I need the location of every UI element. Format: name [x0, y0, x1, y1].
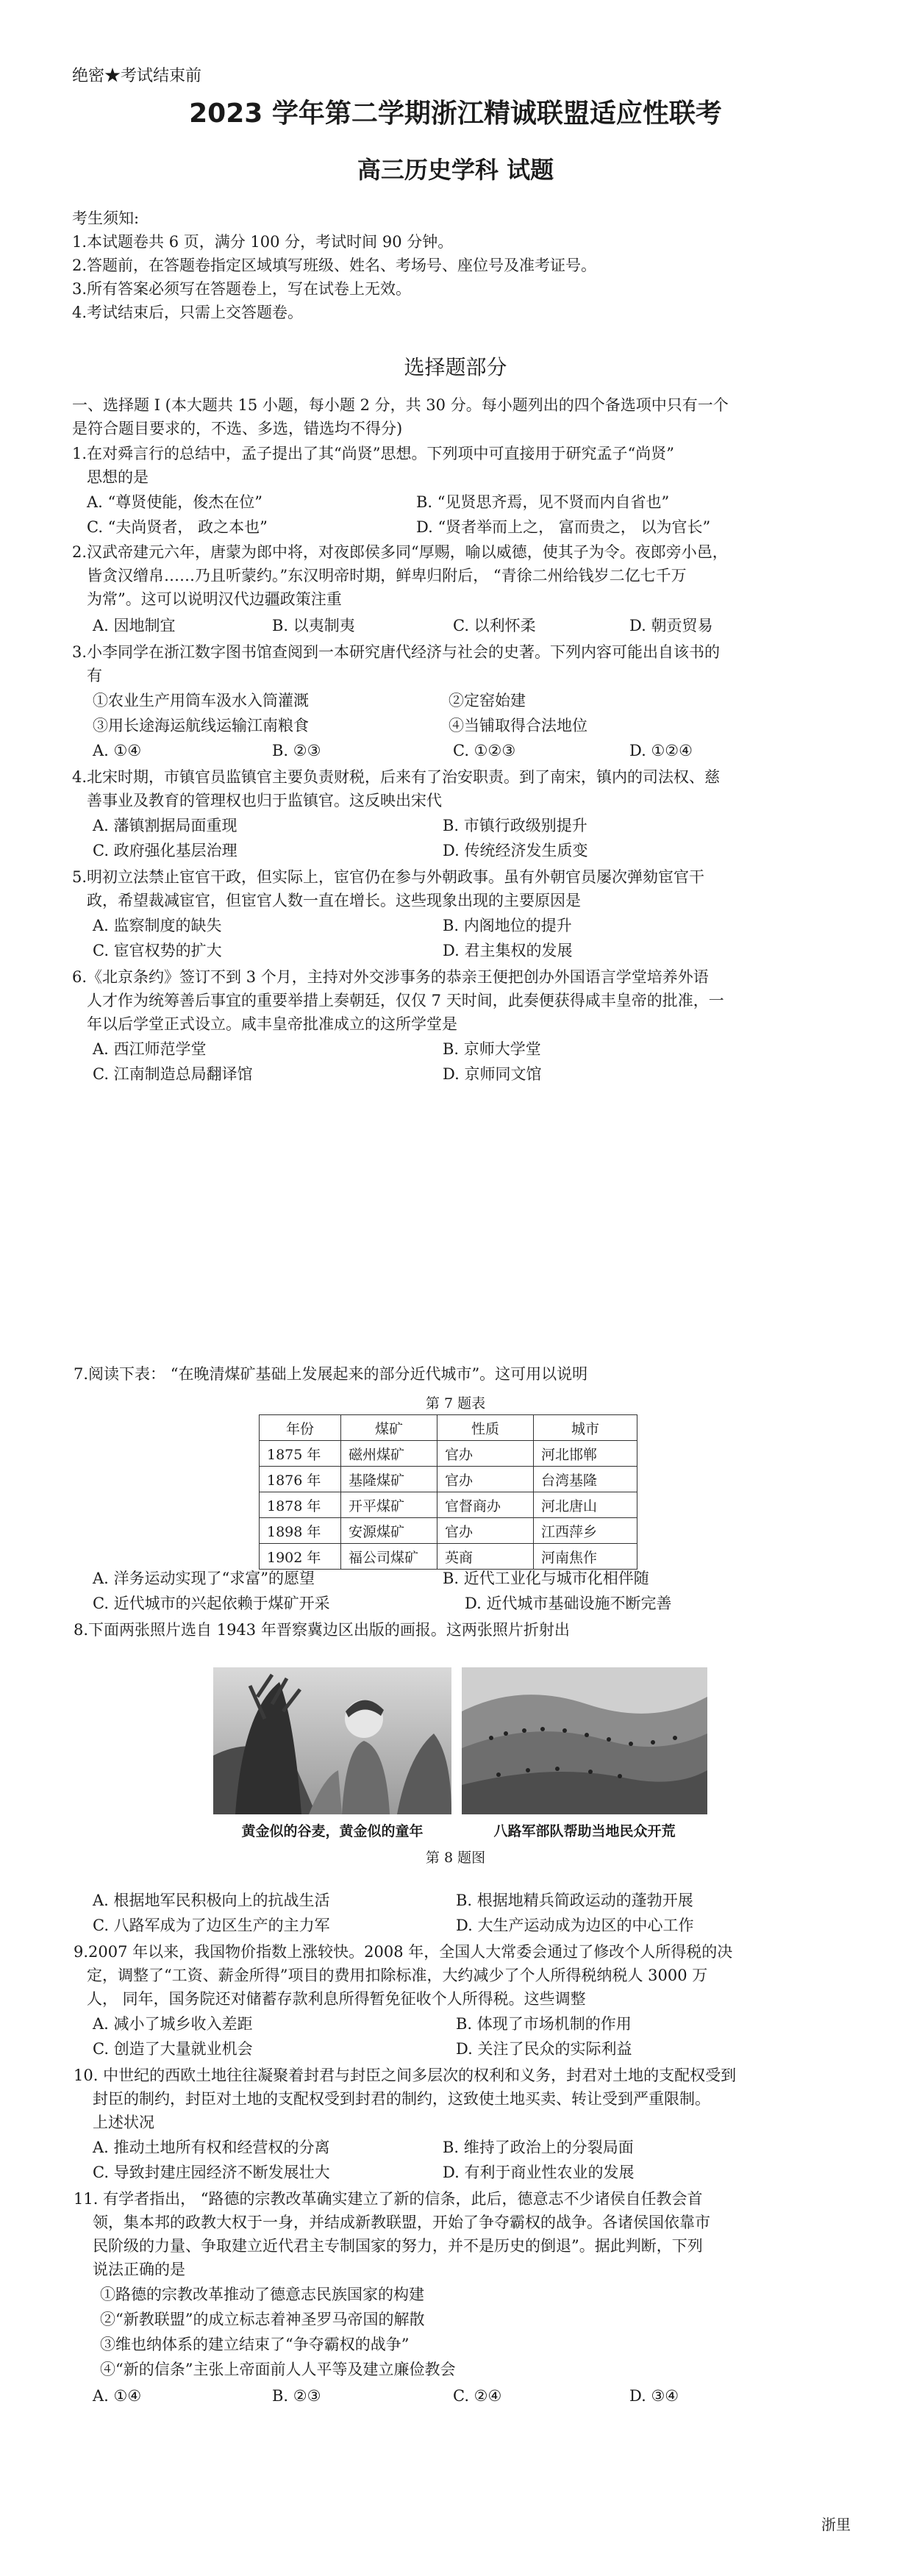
- photo-harvest: [213, 1667, 451, 1814]
- option-b[interactable]: B. 市镇行政级别提升: [443, 817, 587, 834]
- statement: ②定窑始建: [449, 692, 526, 709]
- option-c[interactable]: C. 以利怀柔: [453, 617, 536, 634]
- question-stem: 领，集本邦的政教大权于一身，并结成新教联盟，开始了争夺霸权的战争。各诸侯国依靠市: [93, 2214, 710, 2231]
- question-stem: 6.《北京条约》签订不到 3 个月，主持对外交涉事务的恭亲王便把创办外国语言学堂培养外语: [72, 968, 709, 986]
- option-c[interactable]: C. 创造了大量就业机会: [93, 2040, 253, 2058]
- question-stem: 2.汉武帝建元六年，唐蒙为郎中将，对夜郎侯多同“厚赐，喻以威德，使其子为令。夜郎旁小邑，: [72, 543, 728, 561]
- table-cell: 英商: [437, 1544, 534, 1570]
- question-stem: 善事业及教育的管理权也归于监镇官。这反映出宋代: [87, 792, 442, 809]
- table-cell: 官办: [437, 1518, 534, 1544]
- table-cell: 江西萍乡: [534, 1518, 637, 1544]
- question-stem: 年以后学堂正式设立。咸丰皇帝批准成立的这所学堂是: [87, 1015, 457, 1033]
- statement: ②“新教联盟”的成立标志着神圣罗马帝国的解散: [100, 2311, 425, 2328]
- option-a[interactable]: A. “尊贤使能，俊杰在位”: [87, 493, 262, 511]
- photo-land-reclamation: [462, 1667, 707, 1814]
- figure-title: 第 8 题图: [425, 1850, 486, 1866]
- statement: ④“新的信条”主张上帝面前人人平等及建立廉俭教会: [100, 2361, 456, 2378]
- table-title: 第 7 题表: [425, 1395, 486, 1412]
- question-stem: 政，希望裁减宦官，但宦官人数一直在增长。这些现象出现的主要原因是: [87, 892, 581, 909]
- option-d[interactable]: D. 传统经济发生质变: [443, 842, 588, 859]
- table-cell: 官督商办: [437, 1492, 534, 1518]
- question-stem: 10. 中世纪的西欧土地往往凝聚着封君与封臣之间多层次的权利和义务，封君对土地的支配权受到: [74, 2067, 737, 2084]
- option-c[interactable]: C. ②④: [453, 2387, 502, 2405]
- table-cell: 基隆煤矿: [341, 1467, 437, 1492]
- option-b[interactable]: B. “见贤思齐焉，见不贤而内自省也”: [416, 493, 670, 511]
- option-a[interactable]: A. 根据地军民积极向上的抗战生活: [93, 1892, 330, 1909]
- notice-item: 3.所有答案必须写在答题卷上，写在试卷上无效。: [72, 280, 412, 298]
- option-a[interactable]: A. 减小了城乡收入差距: [93, 2015, 253, 2033]
- table-cell: 安源煤矿: [341, 1518, 437, 1544]
- table-cell: 1902 年: [260, 1544, 341, 1570]
- table-row: [260, 1441, 637, 1467]
- option-c[interactable]: C. 导致封建庄园经济不断发展壮大: [93, 2164, 330, 2181]
- option-c[interactable]: C. 八路军成为了边区生产的主力军: [93, 1917, 330, 1934]
- reclamation-photo-image: [462, 1667, 707, 1814]
- option-a[interactable]: A. 因地制宜: [93, 617, 176, 634]
- question-stem: 有: [87, 667, 102, 684]
- option-b[interactable]: B. 根据地精兵简政运动的蓬勃开展: [456, 1892, 693, 1909]
- option-a[interactable]: A. ①④: [93, 742, 142, 759]
- option-d[interactable]: D. ③④: [629, 2387, 679, 2405]
- table-cell: 河北唐山: [534, 1492, 637, 1518]
- table-cell: 福公司煤矿: [341, 1544, 437, 1570]
- question-stem: 5.明初立法禁止宦官干政，但实际上，宦官仍在参与外朝政事。虽有外朝官员屡次弹劾宦官干: [72, 868, 705, 886]
- table-cell: 1876 年: [260, 1467, 341, 1492]
- column-header: 年份: [260, 1415, 341, 1441]
- section-instruction: 是符合题目要求的，不选、多选，错选均不得分): [72, 420, 403, 437]
- option-d[interactable]: D. 朝贡贸易: [629, 617, 713, 634]
- table-cell: 官办: [437, 1467, 534, 1492]
- page-footer-mark: 浙里: [821, 2516, 851, 2533]
- section-instruction: 一、选择题 I (本大题共 15 小题，每小题 2 分，共 30 分。每小题列出的四个备选项中只有一个: [72, 396, 729, 414]
- statement: ③维也纳体系的建立结束了“争夺霸权的战争”: [100, 2336, 410, 2353]
- table-cell: 磁州煤矿: [341, 1441, 437, 1467]
- option-d[interactable]: D. 近代城市基础设施不断完善: [465, 1595, 672, 1612]
- option-b[interactable]: B. 以夷制夷: [272, 617, 355, 634]
- option-a[interactable]: A. 洋务运动实现了“求富”的愿望: [93, 1570, 315, 1587]
- question-stem: 为常”。这可以说明汉代边疆政策注重: [87, 590, 342, 608]
- confidential-mark: 绝密★考试结束前: [72, 67, 202, 85]
- question-stem: 1.在对舜言行的总结中，孟子提出了其“尚贤”思想。下列项中可直接用于研究孟子“尚贤”: [72, 445, 674, 462]
- table-cell: 开平煤矿: [341, 1492, 437, 1518]
- question-stem: 定，调整了“工资、薪金所得”项目的费用扣除标准，大约减少了个人所得税纳税人 3000 万: [87, 1967, 708, 1984]
- harvest-photo-image: [213, 1667, 451, 1814]
- question-stem: 上述状况: [93, 2114, 154, 2131]
- option-d[interactable]: D. 大生产运动成为边区的中心工作: [456, 1917, 694, 1934]
- option-c[interactable]: C. 政府强化基层治理: [93, 842, 237, 859]
- notice-item: 2.答题前，在答题卷指定区域填写班级、姓名、考场号、座位号及准考证号。: [72, 257, 597, 274]
- table-row: [260, 1518, 637, 1544]
- statement: ④当铺取得合法地位: [449, 717, 587, 734]
- notice-item: 4.考试结束后，只需上交答题卷。: [72, 304, 304, 321]
- option-d[interactable]: D. “贤者举而上之， 富而贵之， 以为官长”: [416, 518, 711, 536]
- question-stem: 人才作为统筹善后事宜的重要举措上奏朝廷，仅仅 7 天时间，此奏便获得咸丰皇帝的批准，一: [87, 992, 724, 1009]
- exam-subtitle: 高三历史学科 试题: [357, 156, 554, 184]
- question-stem: 7.阅读下表： “在晚清煤矿基础上发展起来的部分近代城市”。这可用以说明: [74, 1365, 588, 1383]
- option-d[interactable]: D. ①②④: [629, 742, 693, 759]
- option-d[interactable]: D. 关注了民众的实际利益: [456, 2040, 632, 2058]
- column-header: 性质: [437, 1415, 534, 1441]
- table-header-row: [260, 1415, 637, 1441]
- notice-item: 1.本试题卷共 6 页，满分 100 分，考试时间 90 分钟。: [72, 233, 454, 251]
- question-stem: 8.下面两张照片选自 1943 年晋察冀边区出版的画报。这两张照片折射出: [74, 1621, 570, 1639]
- question-stem: 思想的是: [87, 468, 149, 486]
- exam-title: 2023 学年第二学期浙江精诚联盟适应性联考: [189, 99, 722, 129]
- option-a[interactable]: A. 推动土地所有权和经营权的分离: [93, 2139, 330, 2156]
- option-c[interactable]: C. ①②③: [453, 742, 516, 759]
- question-stem: 11. 有学者指出， “路德的宗教改革确实建立了新的信条，此后，德意志不少诸侯自任教会首: [74, 2190, 703, 2208]
- option-c[interactable]: C. 近代城市的兴起依赖于煤矿开采: [93, 1595, 330, 1612]
- statement: ①路德的宗教改革推动了德意志民族国家的构建: [100, 2286, 424, 2303]
- section-title: 选择题部分: [404, 355, 507, 379]
- question-stem: 封臣的制约，封臣对土地的支配权受到封君的制约，这致使土地买卖、转让受到严重限制。: [93, 2090, 710, 2108]
- photo-caption-left: 黄金似的谷麦，黄金似的童年: [241, 1823, 424, 1839]
- table-cell: 1898 年: [260, 1518, 341, 1544]
- question-stem: 民阶级的力量、争取建立近代君主专制国家的努力，并不是历史的倒退”。据此判断，下列: [93, 2237, 703, 2255]
- column-header: 城市: [534, 1415, 637, 1441]
- option-b[interactable]: B. 体现了市场机制的作用: [456, 2015, 632, 2033]
- option-a[interactable]: A. 藩镇割据局面重现: [93, 817, 237, 834]
- table-cell: 河北邯郸: [534, 1441, 637, 1467]
- option-b[interactable]: B. ②③: [272, 742, 321, 759]
- mines-table: [259, 1414, 637, 1570]
- option-b[interactable]: B. 京师大学堂: [443, 1040, 541, 1058]
- table-cell: 台湾基隆: [534, 1467, 637, 1492]
- option-d[interactable]: D. 有利于商业性农业的发展: [443, 2164, 635, 2181]
- option-c[interactable]: C. “夫尚贤者， 政之本也”: [87, 518, 268, 536]
- option-c[interactable]: C. 宦官权势的扩大: [93, 942, 222, 959]
- option-a[interactable]: A. 西江师范学堂: [93, 1040, 207, 1058]
- option-d[interactable]: D. 君主集权的发展: [443, 942, 573, 959]
- question-stem: 4.北宋时期，市镇官员监镇官主要负责财税，后来有了治安职责。到了南宋，镇内的司法权、慈: [72, 768, 721, 786]
- notice-heading: 考生须知:: [72, 210, 140, 227]
- option-d[interactable]: D. 京师同文馆: [443, 1065, 542, 1083]
- statement: ③用长途海运航线运输江南粮食: [93, 717, 309, 734]
- option-b[interactable]: B. 近代工业化与城市化相伴随: [443, 1570, 649, 1587]
- option-b[interactable]: B. ②③: [272, 2387, 321, 2405]
- column-header: 煤矿: [341, 1415, 437, 1441]
- table-row: [260, 1467, 637, 1492]
- question-stem: 说法正确的是: [93, 2261, 185, 2278]
- table-cell: 1875 年: [260, 1441, 341, 1467]
- table-row: [260, 1492, 637, 1518]
- table-cell: 河南焦作: [534, 1544, 637, 1570]
- option-b[interactable]: B. 维持了政治上的分裂局面: [443, 2139, 634, 2156]
- question-stem: 人， 同年，国务院还对储蓄存款利息所得暂免征收个人所得税。这些调整: [87, 1990, 586, 2008]
- table-cell: 官办: [437, 1441, 534, 1467]
- table-row: [260, 1544, 637, 1570]
- option-a[interactable]: A. ①④: [93, 2387, 142, 2405]
- option-b[interactable]: B. 内阁地位的提升: [443, 917, 572, 934]
- option-c[interactable]: C. 江南制造总局翻译馆: [93, 1065, 253, 1083]
- question-stem: 3.小李同学在浙江数字图书馆查阅到一本研究唐代经济与社会的史著。下列内容可能出自该书的: [72, 643, 721, 661]
- photo-caption-right: 八路军部队帮助当地民众开荒: [493, 1823, 676, 1839]
- table-cell: 1878 年: [260, 1492, 341, 1518]
- statement: ①农业生产用筒车汲水入筒灌溉: [93, 692, 309, 709]
- question-stem: 皆贪汉缯帛……乃且听蒙约。”东汉明帝时期，鲜卑归附后， “青徐二州给钱岁二亿七千万: [87, 567, 687, 584]
- option-a[interactable]: A. 监察制度的缺失: [93, 917, 222, 934]
- question-stem: 9.2007 年以来，我国物价指数上涨较快。2008 年，全国人大常委会通过了修改个人所得税的决: [74, 1943, 733, 1961]
